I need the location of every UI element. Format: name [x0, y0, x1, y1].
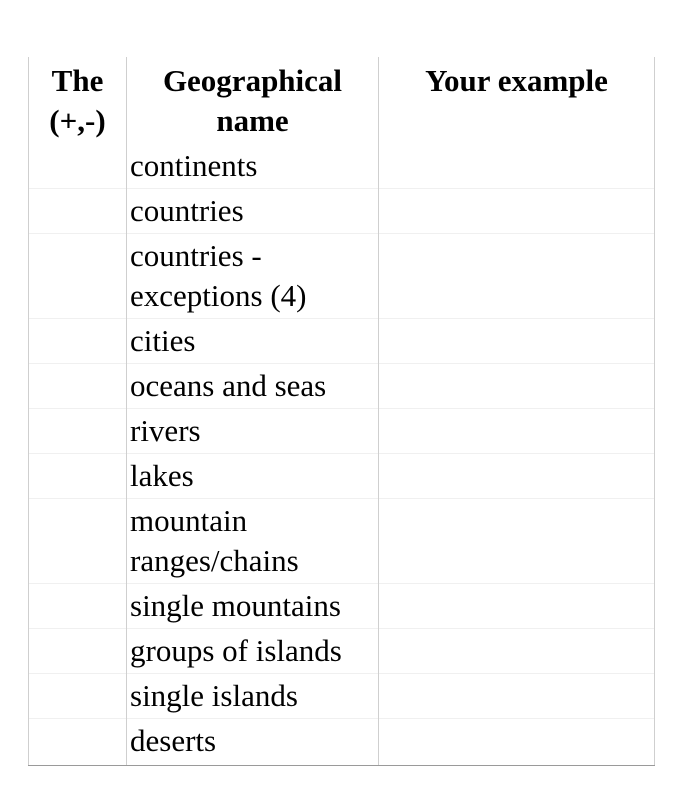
- table-row: [29, 409, 655, 454]
- header-geographical-name: Geographical name: [127, 57, 379, 144]
- table-row: [29, 234, 655, 319]
- name-cell: single mountains: [127, 584, 379, 629]
- name-cell: rivers: [127, 409, 379, 454]
- name-cell: lakes: [127, 454, 379, 499]
- header-row: [29, 57, 655, 144]
- the-cell[interactable]: [29, 409, 127, 454]
- example-cell[interactable]: [379, 499, 655, 584]
- the-cell[interactable]: [29, 234, 127, 319]
- the-cell[interactable]: [29, 189, 127, 234]
- header-the: The (+,-): [29, 57, 127, 144]
- name-cell: continents: [127, 144, 379, 189]
- example-cell[interactable]: [379, 189, 655, 234]
- example-cell[interactable]: [379, 144, 655, 189]
- table-row: [29, 629, 655, 674]
- name-cell: countries: [127, 189, 379, 234]
- example-cell[interactable]: [379, 719, 655, 766]
- table-row: [29, 364, 655, 409]
- name-cell: mountain ranges/chains: [127, 499, 379, 584]
- geographical-names-table: [28, 57, 655, 766]
- name-cell: groups of islands: [127, 629, 379, 674]
- example-cell[interactable]: [379, 674, 655, 719]
- the-cell[interactable]: [29, 499, 127, 584]
- name-cell: countries - exceptions (4): [127, 234, 379, 319]
- table-row: [29, 189, 655, 234]
- example-cell[interactable]: [379, 584, 655, 629]
- example-cell[interactable]: [379, 319, 655, 364]
- table-row: [29, 719, 655, 766]
- name-cell: oceans and seas: [127, 364, 379, 409]
- example-cell[interactable]: [379, 454, 655, 499]
- name-cell: single islands: [127, 674, 379, 719]
- name-cell: cities: [127, 319, 379, 364]
- the-cell[interactable]: [29, 674, 127, 719]
- example-cell[interactable]: [379, 409, 655, 454]
- table-row: [29, 319, 655, 364]
- table-row: [29, 674, 655, 719]
- the-cell[interactable]: [29, 144, 127, 189]
- name-cell: deserts: [127, 719, 379, 766]
- example-cell[interactable]: [379, 234, 655, 319]
- example-cell[interactable]: [379, 364, 655, 409]
- table-row: [29, 499, 655, 584]
- table-row: [29, 584, 655, 629]
- table-row: [29, 144, 655, 189]
- the-cell[interactable]: [29, 364, 127, 409]
- the-cell[interactable]: [29, 454, 127, 499]
- table-row: [29, 454, 655, 499]
- the-cell[interactable]: [29, 719, 127, 766]
- example-cell[interactable]: [379, 629, 655, 674]
- the-cell[interactable]: [29, 584, 127, 629]
- the-cell[interactable]: [29, 629, 127, 674]
- header-your-example: Your example: [379, 57, 655, 144]
- the-cell[interactable]: [29, 319, 127, 364]
